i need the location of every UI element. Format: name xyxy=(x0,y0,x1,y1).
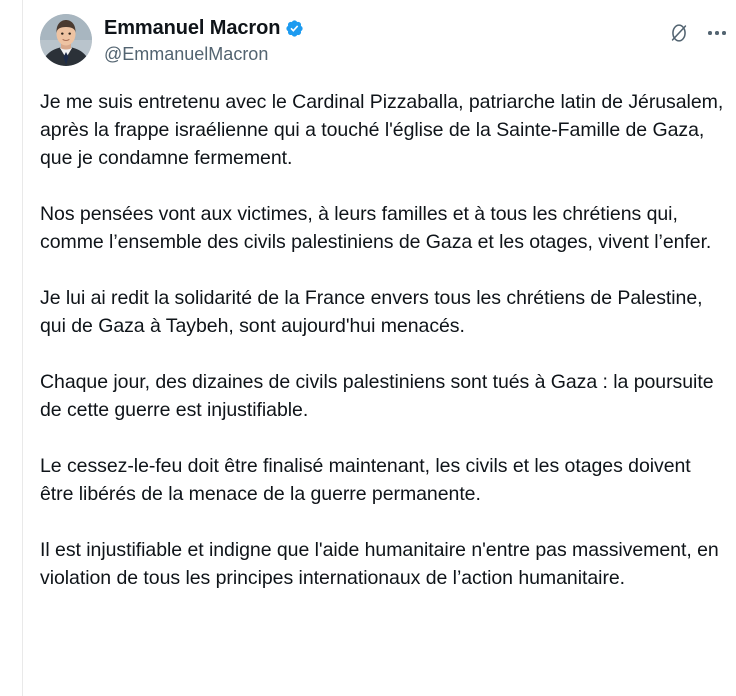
author-name-row[interactable] xyxy=(104,16,304,40)
tweet-paragraph: Le cessez-le-feu doit être finalisé maintenant, les civils et les otages doivent être libérés de la menace de la guerre permanente. xyxy=(40,455,697,505)
tweet-content xyxy=(40,14,728,592)
tweet-paragraph: Je me suis entretenu avec le Cardinal Pizzaballa, patriarche latin de Jérusalem, après la frappe israélienne qui a touché l'église de la Sainte-Famille de Gaza, que je condamne fermement. xyxy=(40,91,729,169)
grok-icon[interactable] xyxy=(668,22,690,44)
author-block xyxy=(104,14,304,65)
verified-badge-icon xyxy=(285,19,304,38)
tweet-header-actions xyxy=(668,22,728,44)
author-display-name: Emmanuel Macron xyxy=(104,17,281,39)
tweet-paragraph: Nos pensées vont aux victimes, à leurs familles et à tous les chrétiens qui, comme l’ensemble des civils palestiniens de Gaza et les otages, vivent l’enfer. xyxy=(40,203,712,253)
tweet-text xyxy=(40,88,728,592)
tweet-header xyxy=(40,14,728,72)
left-divider xyxy=(22,0,23,696)
tweet-paragraph: Il est injustifiable et indigne que l'aide humanitaire n'entre pas massivement, en violation de tous les principes internationaux de l’action humanitaire. xyxy=(40,539,725,589)
tweet-paragraph: Chaque jour, des dizaines de civils palestiniens sont tués à Gaza : la poursuite de cette guerre est injustifiable. xyxy=(40,371,719,421)
author-handle: @EmmanuelMacron xyxy=(104,44,269,64)
more-options-icon[interactable] xyxy=(706,22,728,44)
tweet-paragraph: Je lui ai redit la solidarité de la France envers tous les chrétiens de Palestine, qui de Gaza à Taybeh, sont aujourd'hui menacés. xyxy=(40,287,708,337)
avatar-image xyxy=(40,14,92,66)
avatar[interactable] xyxy=(40,14,92,66)
